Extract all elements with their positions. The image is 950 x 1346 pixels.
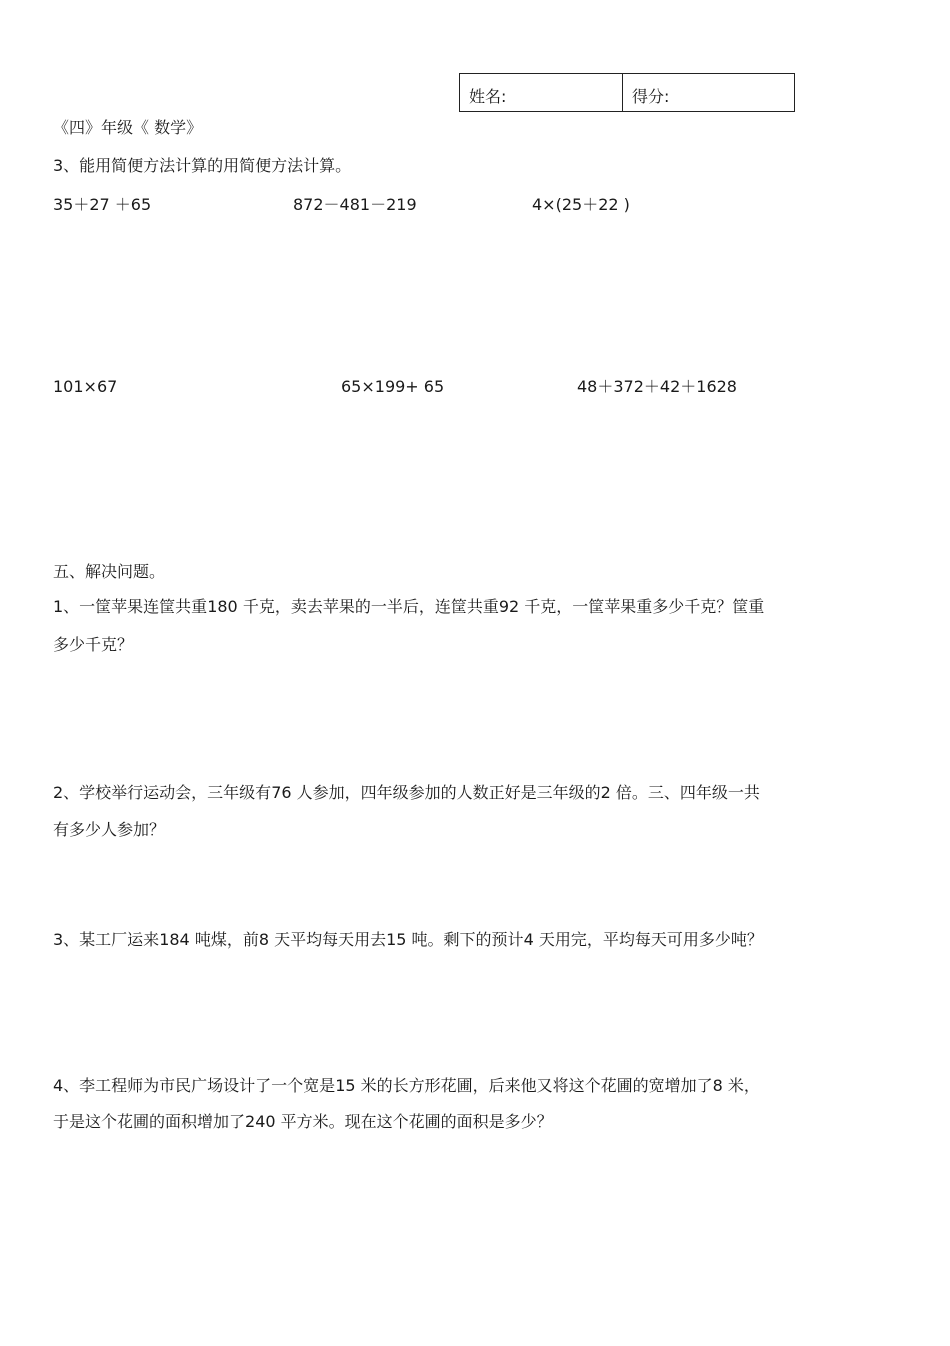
grade-subject-title: 《四》年级《 数学》 — [53, 118, 203, 137]
q2-part1: 2、学校举行运动会，三年级有 — [53, 783, 272, 802]
q2-part2: 76 人参加，四年级参加的人数正好是三年级的 — [271, 783, 601, 802]
q2-line1 — [53, 785, 760, 801]
q4-line1 — [53, 1078, 760, 1094]
q3-line1 — [53, 932, 763, 948]
q4-line2 — [53, 1114, 553, 1130]
q4-part3: 8 米， — [712, 1076, 760, 1095]
q3-part5: 4 天用完，平均每天可用多少吨？ — [523, 930, 763, 949]
q3-part2: 184 吨煤，前 — [159, 930, 259, 949]
q3-part1: 3、某工厂运来 — [53, 930, 160, 949]
q1-line2: 多少千克？ — [53, 635, 134, 654]
q4-part4: 于是这个花圃的面积增加了 — [53, 1112, 246, 1131]
q4-part2: 15 米的长方形花圃，后来他又将这个花圃的宽增加了 — [335, 1076, 713, 1095]
q1-line1 — [53, 599, 764, 615]
q4-part5: 240 平方米。现在这个花圃的面积是多少？ — [245, 1112, 553, 1131]
expr-2-2: 65×199+ 65 — [341, 377, 445, 396]
section3-title: 3、能用简便方法计算的用简便方法计算。 — [53, 156, 352, 175]
expr-1-3: 4×(25＋22 ) — [532, 195, 630, 214]
expr-2-3: 48＋372＋42＋1628 — [577, 377, 737, 396]
q4-part1: 4、李工程师为市民广场设计了一个宽是 — [53, 1076, 336, 1095]
section5-title: 五、解决问题。 — [53, 562, 166, 581]
q3-part3: 8 天平均每天用去 — [258, 930, 387, 949]
expr-1-1: 35＋27 ＋65 — [53, 195, 152, 214]
name-cell: 姓名: — [460, 74, 623, 111]
q3-part4: 15 吨。剩下的预计 — [386, 930, 524, 949]
q2-line2: 有多少人参加？ — [53, 820, 166, 839]
q1-part3: 92 千克，一筐苹果重多少千克？筐重 — [498, 597, 765, 616]
score-cell: 得分: — [632, 87, 670, 106]
q1-part1: 1、一筐苹果连筐共重 — [53, 597, 208, 616]
q2-part3: 2 倍。三、四年级一共 — [600, 783, 760, 802]
name-score-table — [459, 73, 795, 112]
expr-1-2: 872－481－219 — [293, 195, 417, 214]
q1-part2: 180 千克，卖去苹果的一半后，连筐共重 — [207, 597, 499, 616]
expr-2-1: 101×67 — [53, 377, 118, 396]
